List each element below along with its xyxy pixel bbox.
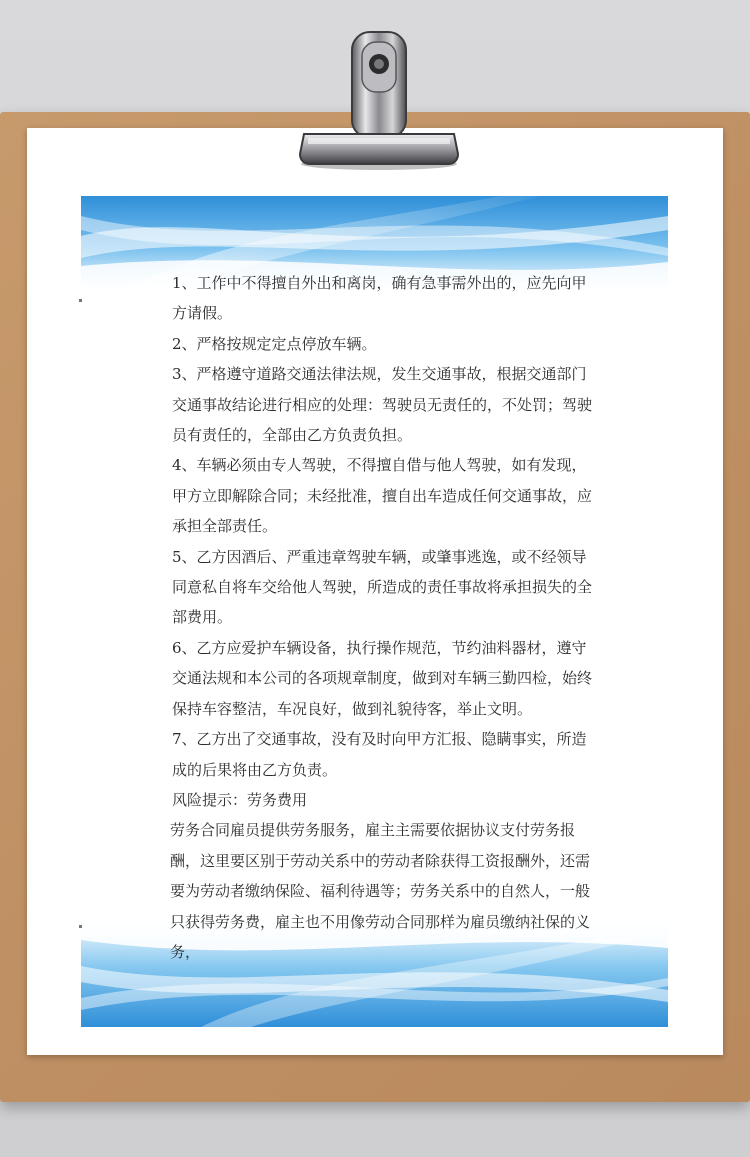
risk-body: 劳务合同雇员提供劳务服务，雇主主需要依据协议支付劳务报酬，这里要区别于劳动关系中的劳动者除获得工资报酬外，还需要为劳动者缴纳保险、福利待遇等；劳务关系中的自然人，一般只获得劳务费，雇主也不用像劳动合同那样为雇员缴纳社保的义务， [170,821,591,961]
clause-1: 1、工作中不得擅自外出和离岗，确有急事需外出的，应先向甲方请假。 [172,274,587,323]
clause-6: 6、乙方应爱护车辆设备，执行操作规范，节约油料器材，遵守交通法规和本公司的各项规章制度，做到对车辆三勤四检，始终保持车容整洁，车况良好，做到礼貌待客，举止文明。 [172,638,593,718]
document-body [172,268,592,967]
clause-7: 7、乙方出了交通事故，没有及时向甲方汇报、隐瞒事实，所造成的后果将由乙方负责。 [172,730,587,779]
clause-3: 3、严格遵守道路交通法律法规，发生交通事故，根据交通部门交通事故结论进行相应的处理：驾驶员无责任的，不处罚；驾驶员有责任的，全部由乙方负责负担。 [172,365,593,445]
clause-2: 2、严格按规定定点停放车辆。 [172,334,377,353]
margin-mark [79,299,82,302]
risk-heading: 风险提示：劳务费用 [172,790,308,809]
clause-5: 5、乙方因酒后、严重违章驾驶车辆，或肇事逃逸，或不经领导同意私自将车交给他人驾驶，所造成的责任事故将承担损失的全部费用。 [172,547,593,627]
margin-mark [79,925,82,928]
binder-clip-icon [296,26,462,171]
clause-4: 4、车辆必须由专人驾驶，不得擅自借与他人驾驶，如有发现，甲方立即解除合同；未经批准，擅自出车造成任何交通事故，应承担全部责任。 [172,456,593,536]
